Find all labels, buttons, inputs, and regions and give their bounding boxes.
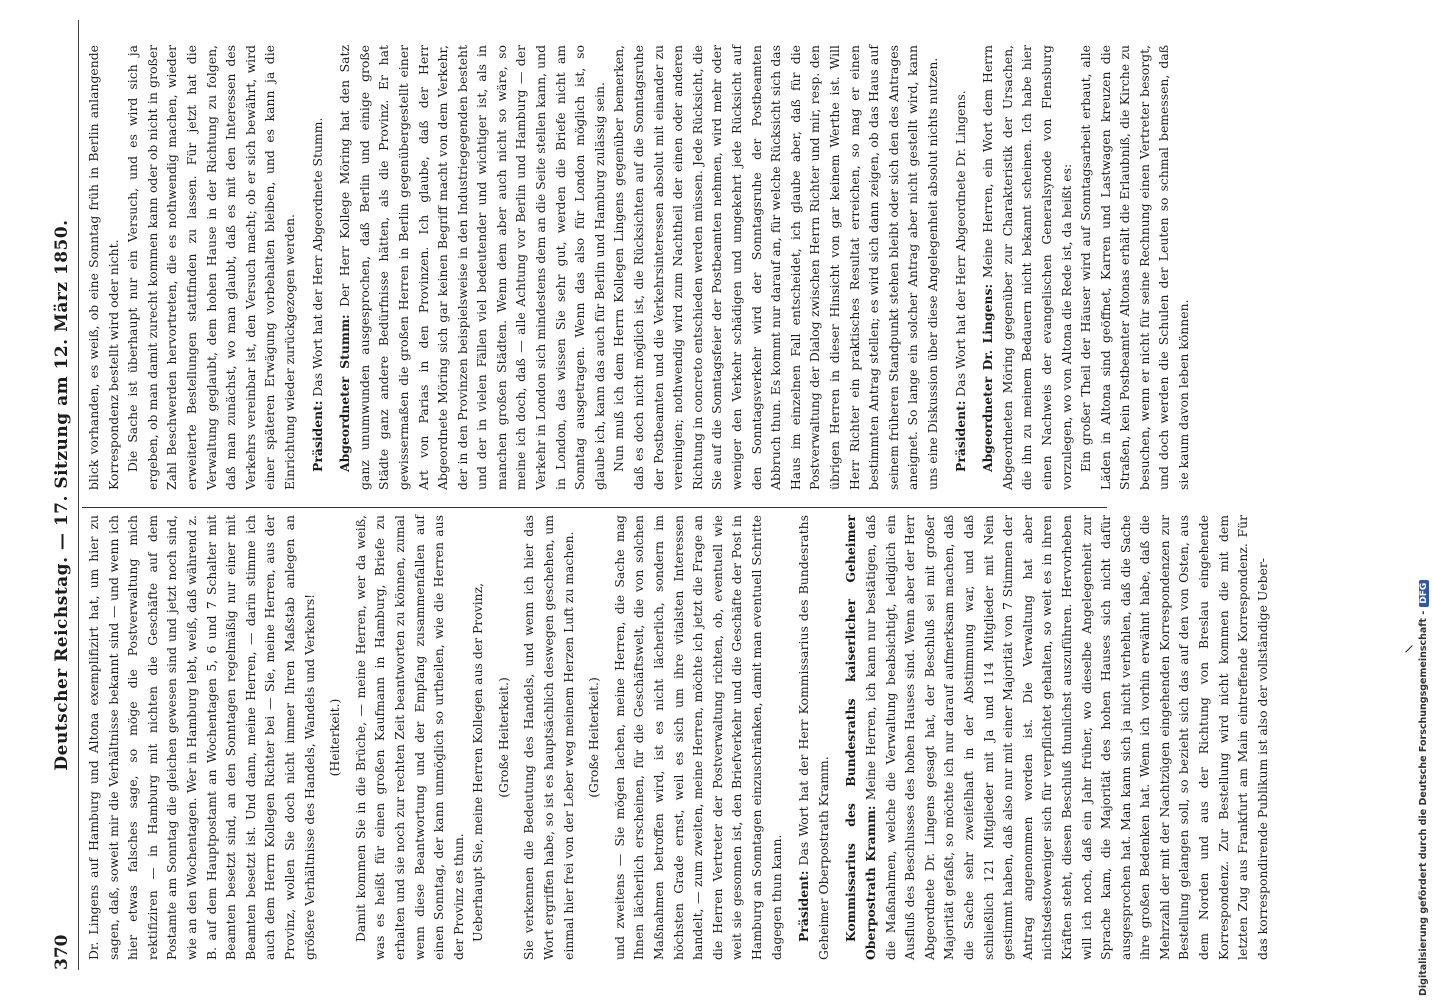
paragraph-text: Meine Herren, ein Wort dem Herrn Abgeordneten Möring gegenüber zur Charakteristik der Ursachen, die ihn zu meinem Bedauern nicht bekannt scheinen. Ich habe hier einen Nachweis der evangelischen Generalsynode von Flensburg vorzulegen, wo von Altona die Rede ist, da heißt es: — [980, 45, 1074, 490]
paragraph-text: Nun muß ich dem Herrn Kollegen Lingens gegenüber bemerken, daß es doch nicht möglich ist, die Rücksichten auf die Sonntagsruhe der Postbeamten und die Verkehrsinteressen absolut mit einander zu vereinigen; nothwendig wird zum Nachtheil der einen oder anderen Richtung in concreto entschieden werden müssen. Jede Rücksicht, die Sie auf die Sonntagsfeier der Postbeamten nehmen, wird mehr oder weniger den Verkehr schädigen und umgekehrt jede Rücksicht auf den Sonntagsverkehr wird der Sonntagsruhe der Postbeamten Abbruch thun. Es kommt nur darauf an, für welche Rücksicht sich das Haus im einzelnen Fall entscheidet, ich glaube aber, daß für die Postverwaltung der Dialog zwischen Herrn Richter und mir, resp. den übrigen Herren in dieser Hinsicht von gar keinem Werthe ist. Will Herr Richter ein praktisches Resultat erreichen, so mag er einen bestimmten Antrag stellen; es wird sich dann zeigen, ob das Haus auf seinem früheren Standpunkt stehen bleibt oder sich den des Antrages aneignet. So lange ein solcher Antrag aber nicht gestellt wird, kann uns eine Diskussion über diese Angelegenheit absolut nichts nutzen. — [611, 45, 940, 490]
body-paragraph — [84, 45, 123, 490]
paragraph-text: Ein großer Theil der Häuser wird auf Sonntagsarbeit erbaut, alle Läden in Altona sind geöffnet, Karren und Lastwagen kreuzen die Straßen, kein Postbeamter Altonas erhält die Erlaubniß, die Kirche zu besuchen, wenn er nicht für seine Rechnung einen Vertreter besorgt, und doch werden die Schulen der Leuten so schmal bemessen, daß sie kaum davon leben können. — [1078, 45, 1192, 490]
speaker-label: Präsident: — [952, 400, 968, 472]
speech-paragraph — [308, 45, 328, 490]
speaker-label: Abgeordneter Stumm: — [337, 314, 353, 472]
paragraph-text: Ueberhaupt Sie, meine Herren Kollegen aus der Provinz, — [470, 582, 486, 942]
speaker-label: Kommissarius des Bundesraths kaiserlicher Geheimer Oberpostrath Kramm: — [843, 515, 878, 960]
speaker-label: Präsident: — [309, 400, 325, 472]
paragraph-text: Das Wort hat der Herr Abgeordnete Dr. Lingens. — [952, 90, 968, 397]
digitization-credit — [1418, 580, 1429, 996]
body-paragraph — [84, 515, 319, 960]
paragraph-gap — [943, 45, 951, 490]
paragraph-text: Dr. Lingens auf Hamburg und Altona exemplifizirt hat, um hier zu sagen, daß, soweit mir die Verhältnisse bekannt sind — und wenn ich hier etwas falsches sage, so möge die Postverwaltung mich rektifiziren — in Hamburg mit nichten die Geschäfte auf dem Postamte am Sonntag die gleichen gewesen sind und jetzt noch sind, wie an den Wochentagen. Wer in Hamburg lebt, weiß, daß während z. B. auf dem Hauptpostamt an Wochentagen 5, 6 und 7 Schalter mit Beamten besetzt sind, an den Sonntagen regelmäßig nur einer mit Beamten besetzt ist. Und dann, meine Herren, — darin stimme ich auch dem Herrn Kollegen Richter bei — Sie, meine Herren, aus der Provinz, wollen Sie doch nicht immer Ihren Maßstab anlegen an größere Verhältnisse des Handels, Wandels und Verkehrs! — [86, 515, 317, 960]
body-paragraph — [123, 45, 299, 490]
speech-paragraph — [978, 45, 1076, 490]
speaker-label: Abgeordneter Dr. Lingens: — [980, 283, 996, 472]
paragraph-text: Meine Herren, ich kann nur bestätigen, daß die Maßnahmen, welche die Verwaltung beabsichtigt, lediglich ein Ausfluß des Beschlusses des hohen Hauses sind. Wenn aber der Herr Abgeordnete Dr. Lingens gesagt hat, der Beschluß sei mit großer Majorität gefaßt, so möchte ich nur darauf aufmerksam machen, daß die Sache sehr zweifelhaft in der Abstimmung war, und daß schließlich 121 Mitglieder mit Ja und 114 Mitglieder mit Nein gestimmt haben, daß also nur mit einer Majorität von 7 Stimmen der Antrag angenommen worden ist. Die Verwaltung hat aber nichtsdestoweniger sich für verpflichtet gehalten, so weit es in ihren Kräften steht, diesen Beschluß thunlichst auszuführen. Hervorheben will ich noch, daß ein Jahr früher, wo dieselbe Angelegenheit zur Sprache kam, die Majorität des hohen Hauses sich nicht dafür ausgesprochen hat. Man kann sich ja nicht verhehlen, daß die Sache ihre großen Bedenken hat. Wenn ich vorhin erwähnt habe, daß die Mehrzahl der mit der Nachtzügen eingehenden Korrespondenzen zur Bestellung gelangen soll, so bezieht sich das auf den von Osten, aus dem Norden und aus der Richtung von Breslau eingehende Korrespondenz. Zur Bestellung wird nicht kommen die mit dem letzten Zug aus Frankfurt am Main eintreffende Korrespondenz. Für das korrespondirende Publikum ist also der vollständige Ueber- — [862, 515, 1270, 960]
speaker-label: Präsident: — [796, 870, 812, 942]
body-paragraph — [519, 515, 578, 960]
stage-direction: (Heiterkeit.) — [327, 698, 343, 777]
speech-paragraph — [951, 45, 971, 490]
body-paragraph — [610, 515, 786, 960]
body-paragraph — [468, 515, 488, 960]
stray-mark: ⸝ — [1404, 632, 1414, 656]
paragraph-gap — [970, 45, 978, 490]
running-header — [52, 20, 78, 970]
body-paragraph — [351, 515, 469, 960]
paragraph-text: Die Sache ist überhaupt nur ein Versuch, und es wird sich ja ergeben, ob man damit zurecht kommen kann oder ob nicht in großer Zahl Beschwerden hervortreten, die es nothwendig machen, wieder erweiterte Bestellungen stattfinden zu lassen. Für jetzt hat die Verwaltung geglaubt, dem hohen Hause in der Richtung zu folgen, daß man zunächst, wo man glaubt, daß es mit den Interessen des Verkehrs vereinbar ist, den Versuch macht; ob er sich bewährt, wird einer späteren Erwägung vorbehalten bleiben, und es kann ja die Einrichtung wieder zurückgezogen werden. — [125, 45, 297, 490]
paragraph-text: Das Wort hat der Herr Kommissarius des Bundesraths Geheimer Oberpostrath Kramm. — [796, 515, 831, 960]
running-title: Deutscher Reichstag. — 17. Sitzung am 12. März 1850. — [52, 219, 72, 771]
paragraph-text: Damit kommen Sie in die Brüche, — meine Herren, wer da weiß, was es heißt für einen großen Kaufmann in Hamburg, Briefe zu erhalten und sie noch zur rechten Zeit beantworten zu können, zumal wenn diese Beantwortung und der Empfang zusammenfallen auf einen Sonntag, der kann unmöglich so urtheilen, wie die Herren aus der Provinz es thun. — [352, 515, 466, 960]
dfg-logo: DFG — [1419, 580, 1429, 607]
header-rule — [78, 20, 79, 970]
paragraph-gap — [327, 45, 335, 490]
paragraph-gap — [300, 45, 308, 490]
column-divider — [82, 507, 1107, 508]
credit-text: Digitalisierung gefördert durch die Deutsche Forschungsgemeinschaft - — [1418, 610, 1429, 996]
paragraph-text: und zweitens — Sie mögen lachen, meine Herren, die Sache mag Ihnen lächerlich erscheinen, für die Geschäftswelt, die von solchen Maßnahmen betroffen wird, ist es nicht lächerlich, sondern im höchsten Grade ernst, weil es sich um ihre vitalsten Interessen handelt, — zum zweiten, meine Herren, möchte ich jetzt die Frage an die Herren Vertreter der Postverwaltung richten, ob, eventuell wie weit sie gesonnen ist, den Briefverkehr und die Geschäfte der Post in Hamburg an Sonntagen einzuschränken, damit man eventuell Schritte dagegen thun kann. — [611, 515, 784, 960]
speech-paragraph — [335, 45, 609, 490]
paragraph-text: Sie verkennen die Bedeutung des Handels, und wenn ich hier das Wort ergriffen habe, so ist es hauptsächlich deswegen geschehen, um einmal hier frei von der Leber weg meinem Herzen Luft zu machen. — [521, 515, 576, 960]
page-number: 370 — [52, 934, 72, 970]
speech-paragraph — [794, 515, 833, 960]
paragraph-text: Das Wort hat der Herr Abgeordnete Stumm. — [309, 117, 325, 397]
right-column — [84, 45, 1194, 490]
body-paragraph — [609, 45, 942, 490]
stage-direction: (Große Heiterkeit.) — [586, 677, 602, 798]
paragraph-text: blick vorhanden, es weiß, ob eine Sonntag früh in Berlin anlangende Korrespondenz bestellt wird oder nicht. — [86, 45, 121, 490]
paragraph-text: Der Herr Kollege Möring hat den Satz ganz unumwunden ausgesprochen, daß Berlin und einige große Städte ganz andere Bedürfnisse hätten, als die Provinz. Er hat gewissermaßen die großen Herren in Berlin gegenübergestellt einer Art von Parias in den Provinzen. Ich glaube, daß der Herr Abgeordnete Möring sich gar keinen Begriff macht von dem Verkehr, der in den Provinzen beispielsweise in den Industriegegenden besteht und der in vielen Fällen viel bedeutender und wichtiger ist, als in manchen großen Städten. Wenn dem aber auch nicht so wäre, so meine ich doch, daß — alle Achtung vor Berlin und Hamburg — der Verkehr in London sich mindestens dem an die Seite stellen kann, und in London, das wissen Sie sehr gut, werden die Briefe nicht am Sonntag ausgetragen. Wenn das also für London möglich ist, so glaube ich, kann das auch für Berlin und Hamburg zulässig sein. — [337, 45, 607, 490]
stage-direction: (Große Heiterkeit.) — [495, 677, 511, 798]
speech-paragraph — [841, 515, 1272, 960]
paragraph-gap — [786, 515, 794, 960]
body-paragraph — [1076, 45, 1194, 490]
left-column — [84, 515, 1272, 960]
paragraph-gap — [833, 515, 841, 960]
